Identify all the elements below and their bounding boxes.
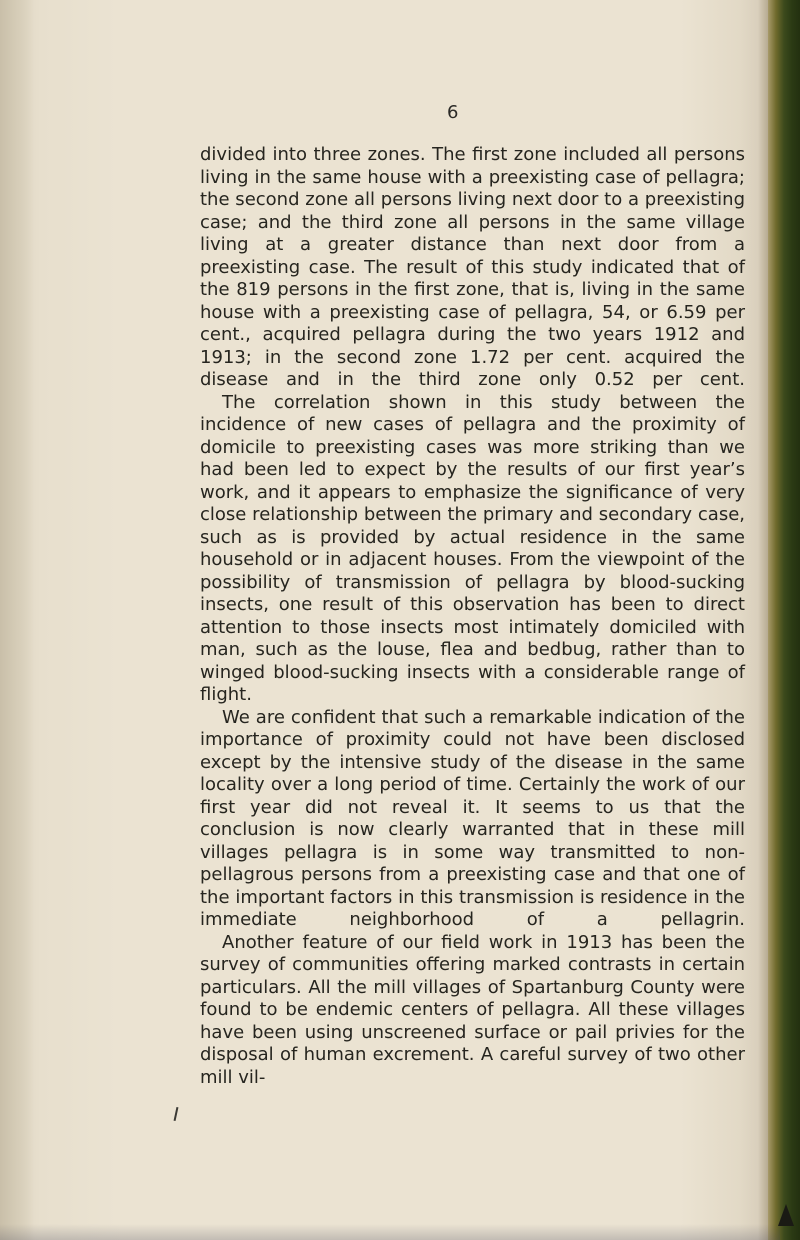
- page-left-edge: [0, 0, 34, 1240]
- margin-pencil-mark: [174, 1107, 179, 1121]
- paragraph-2: The correlation shown in this study between the incidence of new cases of pellagra and the proximity of domicile to preexisting cases was more striking than we had been led to expect by the results of our first year’s work, and it appears to emphasize the significance of very close relationship between the primary and secondary case, such as is provided by actual residence in the same household or in adjacent houses. From the viewpoint of the possibility of transmission of pellagra by blood-sucking insects, one result of this observation has been to direct attention to those insects most intimately domiciled with man, such as the louse, flea and bedbug, rather than to winged blood-sucking insects with a considerable range of flight.: [200, 391, 745, 705]
- page-spine-shadow: [758, 0, 768, 1240]
- paragraph-3: We are confident that such a remarkable indication of the importance of proximity could not have been disclosed except by the intensive study of the disease in the same locality over a long period of time. Certainly the work of our first year did not reveal it. It seems to us that the conclusion is now clearly warranted that in these mill villages pellagra is in some way transmitted to non-pellagrous persons from a preexisting case and that one of the important factors in this transmission is residence in the immediate neighborhood of a pellagrin.: [200, 706, 745, 930]
- spine-marker: [778, 1204, 794, 1226]
- paragraph-4: Another feature of our field work in 1913 has been the survey of communities offering marked contrasts in certain particulars. All the mill villages of Spartanburg County were found to be endemic centers of pellagra. All these villages have been using unscreened surface or pail privies for the disposal of human excrement. A careful survey of two other mill vil-: [200, 931, 745, 1088]
- book-spine: [768, 0, 800, 1240]
- paragraph-1: divided into three zones. The first zone included all persons living in the same house with a preexisting case of pellagra; the second zone all persons living next door to a preexisting case; and the third zone all persons in the same village living at a greater distance than next door from a preexisting case. The result of this study indicated that of the 819 persons in the first zone, that is, living in the same house with a preexisting case of pellagra, 54, or 6.59 per cent., acquired pellagra during the two years 1912 and 1913; in the second zone 1.72 per cent. acquired the disease and in the third zone only 0.52 per cent.: [200, 144, 745, 390]
- body-text: [200, 144, 745, 1089]
- page-bottom-shadow: [0, 1224, 780, 1240]
- page-number: 6: [447, 102, 459, 123]
